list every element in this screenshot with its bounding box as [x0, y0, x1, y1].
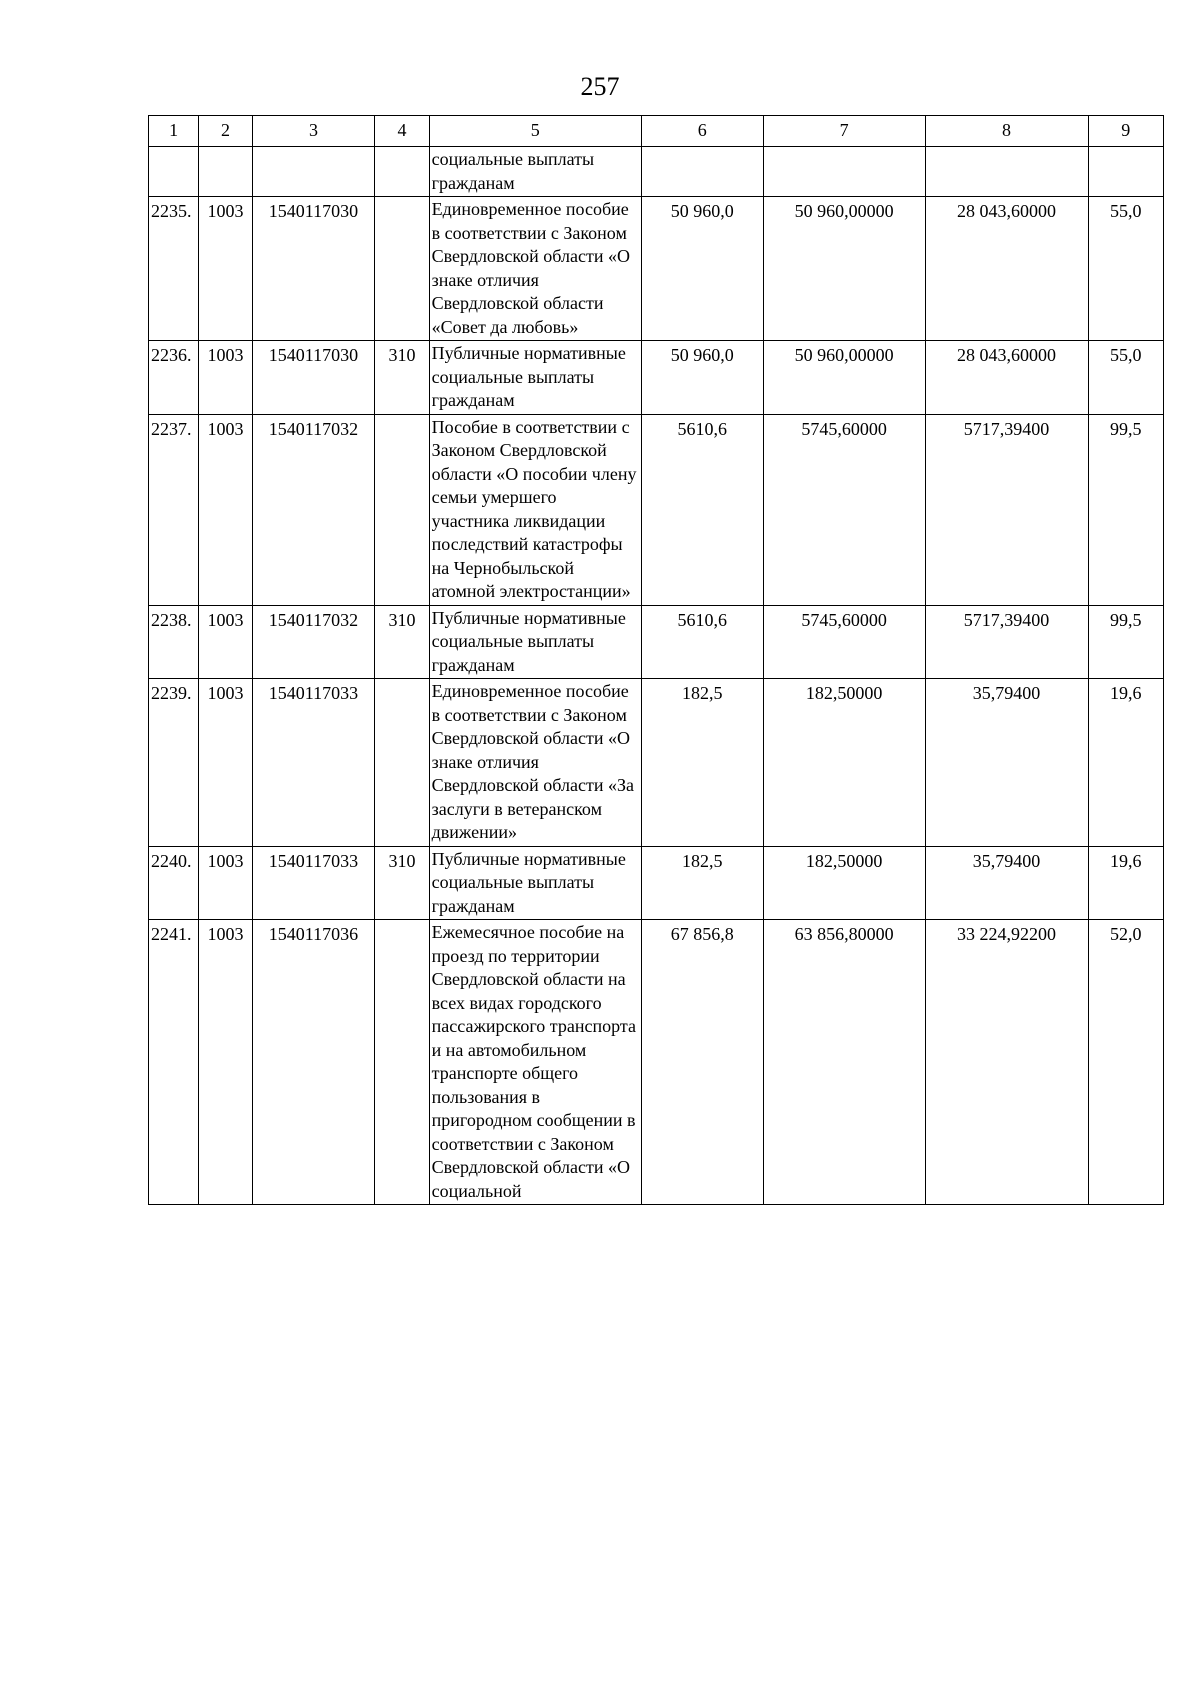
planned-amount-value: 182,5	[682, 683, 723, 703]
item-name: Единовременное пособие в соответствии с Законом Свердловской области «О знаке отличия Свердловской области «За заслуги в ветеранском движении»	[429, 679, 641, 847]
target-article-code	[252, 679, 375, 847]
expense-type-code	[375, 341, 429, 415]
planned-amount	[641, 147, 763, 197]
planned-amount	[641, 605, 763, 679]
header-row	[149, 116, 1164, 147]
executed-amount	[925, 846, 1088, 920]
target-article-code	[252, 341, 375, 415]
expense-type-code	[375, 147, 429, 197]
expense-type-code	[375, 679, 429, 847]
refined-amount-value: 5745,60000	[801, 609, 887, 630]
execution-percent-value: 99,5	[1110, 609, 1142, 630]
column-header-6: 6	[641, 116, 763, 147]
row-number-value: 2238.	[151, 609, 192, 630]
row-number	[149, 147, 199, 197]
expense-type-code-value	[378, 147, 425, 150]
target-article-code-value: 1540117033	[268, 850, 359, 871]
planned-amount	[641, 846, 763, 920]
target-article-code-value: 1540117032	[268, 609, 359, 630]
row-number	[149, 341, 199, 415]
row-number	[149, 920, 199, 1205]
executed-amount	[925, 605, 1088, 679]
refined-amount-value: 50 960,00000	[794, 201, 894, 221]
table-row	[149, 414, 1164, 605]
row-number-value: 2235.	[151, 201, 192, 221]
execution-percent-value: 19,6	[1110, 850, 1142, 871]
row-number-value	[151, 147, 198, 150]
refined-amount-value	[767, 147, 922, 150]
refined-amount-value: 5745,60000	[801, 418, 887, 439]
column-header-3: 3	[252, 116, 375, 147]
execution-percent-value: 55,0	[1110, 201, 1142, 221]
executed-amount-value: 5717,39400	[963, 418, 1050, 439]
section-code	[199, 920, 252, 1205]
expense-type-code-value	[378, 679, 425, 682]
table-body	[149, 147, 1164, 1205]
section-code-value: 1003	[207, 345, 244, 365]
executed-amount-value: 5717,39400	[963, 609, 1050, 630]
section-code	[199, 414, 252, 605]
table-row	[149, 341, 1164, 415]
execution-percent-value: 19,6	[1110, 683, 1142, 703]
section-code	[199, 147, 252, 197]
executed-amount-value	[929, 147, 1085, 150]
section-code	[199, 197, 252, 341]
planned-amount-value: 50 960,0	[670, 345, 734, 365]
refined-amount	[763, 920, 925, 1205]
target-article-code-value: 1540117032	[268, 418, 359, 439]
planned-amount	[641, 414, 763, 605]
target-article-code	[252, 605, 375, 679]
section-code-value: 1003	[207, 609, 244, 630]
section-code-value: 1003	[207, 683, 244, 703]
planned-amount-value: 5610,6	[677, 609, 727, 630]
refined-amount	[763, 605, 925, 679]
refined-amount-value: 182,50000	[805, 683, 883, 703]
row-number-value: 2239.	[151, 683, 192, 703]
executed-amount-value: 35,79400	[972, 850, 1041, 871]
target-article-code	[252, 147, 375, 197]
table-row	[149, 197, 1164, 341]
execution-percent	[1088, 920, 1163, 1205]
expense-type-code-value: 310	[388, 609, 416, 630]
expense-type-code	[375, 920, 429, 1205]
expense-type-code-value	[378, 415, 425, 418]
refined-amount-value: 63 856,80000	[794, 924, 894, 944]
execution-percent	[1088, 679, 1163, 847]
execution-percent-value: 52,0	[1110, 924, 1142, 944]
column-header-1: 1	[149, 116, 199, 147]
column-header-2: 2	[199, 116, 252, 147]
target-article-code-value: 1540117030	[268, 345, 359, 365]
table-row	[149, 147, 1164, 197]
item-name: Публичные нормативные социальные выплаты гражданам	[429, 605, 641, 679]
executed-amount	[925, 414, 1088, 605]
refined-amount	[763, 846, 925, 920]
refined-amount-value: 50 960,00000	[794, 345, 894, 365]
execution-percent	[1088, 341, 1163, 415]
executed-amount	[925, 147, 1088, 197]
refined-amount	[763, 341, 925, 415]
executed-amount-value: 28 043,60000	[957, 345, 1057, 365]
execution-percent	[1088, 605, 1163, 679]
executed-amount	[925, 920, 1088, 1205]
execution-percent	[1088, 846, 1163, 920]
refined-amount	[763, 147, 925, 197]
column-header-4: 4	[375, 116, 429, 147]
execution-percent-value: 55,0	[1110, 345, 1142, 365]
item-name: Ежемесячное пособие на проезд по территории Свердловской области на всех видах городского пассажирского транспорта и на автомобильном транспорте общего пользования в пригородном сообщении в соответствии с Законом Свердловской области «О социальной	[429, 920, 641, 1205]
item-name: Публичные нормативные социальные выплаты гражданам	[429, 846, 641, 920]
item-name: социальные выплаты гражданам	[429, 147, 641, 197]
column-header-9: 9	[1088, 116, 1163, 147]
row-number-value: 2237.	[151, 418, 192, 439]
row-number	[149, 679, 199, 847]
execution-percent-value: 99,5	[1110, 418, 1142, 439]
row-number	[149, 846, 199, 920]
refined-amount	[763, 197, 925, 341]
section-code	[199, 605, 252, 679]
row-number	[149, 414, 199, 605]
table-row	[149, 920, 1164, 1205]
planned-amount-value	[645, 147, 760, 150]
target-article-code	[252, 846, 375, 920]
execution-percent	[1088, 414, 1163, 605]
expense-type-code	[375, 605, 429, 679]
table-header	[149, 116, 1164, 147]
expense-type-code	[375, 846, 429, 920]
page-number: 257	[580, 72, 620, 101]
expense-type-code	[375, 197, 429, 341]
target-article-code	[252, 197, 375, 341]
planned-amount	[641, 920, 763, 1205]
planned-amount	[641, 341, 763, 415]
section-code-value: 1003	[207, 201, 244, 221]
section-code	[199, 341, 252, 415]
item-name: Публичные нормативные социальные выплаты гражданам	[429, 341, 641, 415]
section-code	[199, 846, 252, 920]
row-number	[149, 605, 199, 679]
row-number-value: 2236.	[151, 345, 192, 365]
target-article-code-value: 1540117036	[268, 924, 359, 944]
execution-percent	[1088, 147, 1163, 197]
executed-amount-value: 28 043,60000	[957, 201, 1057, 221]
section-code-value	[202, 147, 248, 150]
expense-type-code-value: 310	[388, 345, 416, 365]
expense-type-code-value	[378, 920, 425, 923]
planned-amount-value: 50 960,0	[670, 201, 734, 221]
target-article-code	[252, 414, 375, 605]
execution-percent	[1088, 197, 1163, 341]
executed-amount-value: 35,79400	[972, 683, 1041, 703]
refined-amount	[763, 679, 925, 847]
budget-table	[148, 115, 1164, 1205]
section-code-value: 1003	[207, 924, 244, 944]
executed-amount	[925, 341, 1088, 415]
target-article-code-value: 1540117033	[268, 683, 359, 703]
section-code	[199, 679, 252, 847]
row-number-value: 2241.	[151, 924, 192, 944]
executed-amount	[925, 679, 1088, 847]
target-article-code-value	[256, 147, 372, 150]
expense-type-code	[375, 414, 429, 605]
table-row	[149, 605, 1164, 679]
row-number	[149, 197, 199, 341]
expense-type-code-value	[378, 197, 425, 200]
section-code-value: 1003	[207, 850, 244, 871]
target-article-code-value: 1540117030	[268, 201, 359, 221]
section-code-value: 1003	[207, 418, 244, 439]
planned-amount-value: 182,5	[682, 850, 723, 871]
executed-amount-value: 33 224,92200	[957, 924, 1057, 944]
column-header-7: 7	[763, 116, 925, 147]
item-name: Пособие в соответствии с Законом Свердловской области «О пособии члену семьи умершего участника ликвидации последствий катастрофы на Чернобыльской атомной электростанции»	[429, 414, 641, 605]
planned-amount	[641, 679, 763, 847]
table-row	[149, 846, 1164, 920]
column-header-8: 8	[925, 116, 1088, 147]
execution-percent-value	[1092, 147, 1160, 150]
item-name: Единовременное пособие в соответствии с Законом Свердловской области «О знаке отличия Свердловской области «Совет да любовь»	[429, 197, 641, 341]
planned-amount-value: 5610,6	[677, 418, 727, 439]
expense-type-code-value: 310	[388, 850, 416, 871]
refined-amount-value: 182,50000	[805, 850, 883, 871]
executed-amount	[925, 197, 1088, 341]
planned-amount-value: 67 856,8	[670, 924, 734, 944]
refined-amount	[763, 414, 925, 605]
target-article-code	[252, 920, 375, 1205]
table-row	[149, 679, 1164, 847]
column-header-5: 5	[429, 116, 641, 147]
planned-amount	[641, 197, 763, 341]
row-number-value: 2240.	[151, 850, 192, 871]
